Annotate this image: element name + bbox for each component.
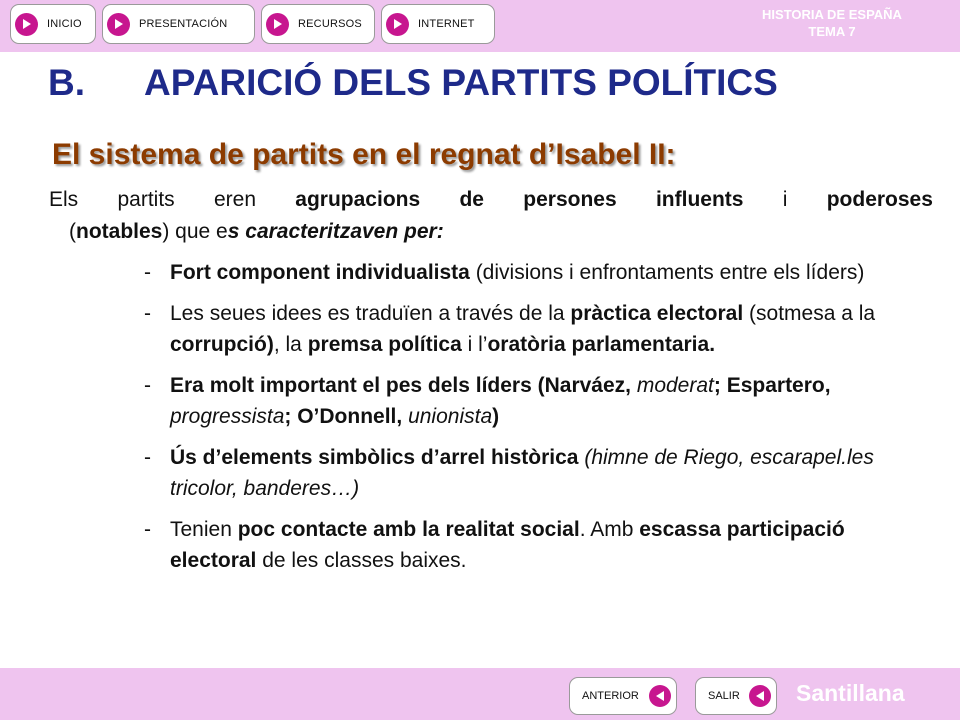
list-item bbox=[144, 370, 934, 432]
play-icon bbox=[107, 13, 130, 36]
nav-inicio-button[interactable] bbox=[10, 4, 96, 44]
course-unit: TEMA 7 bbox=[808, 24, 856, 39]
back-arrow-icon bbox=[649, 685, 671, 707]
bullet-text: Les seues idees es traduïen a través de la bbox=[170, 302, 571, 325]
page-title bbox=[48, 62, 778, 104]
bullet-dash: - bbox=[144, 302, 151, 325]
play-icon bbox=[15, 13, 38, 36]
nav-recursos-button[interactable] bbox=[261, 4, 375, 44]
bullet-emphasis: ) bbox=[492, 405, 500, 428]
course-brand bbox=[762, 6, 902, 40]
play-icon bbox=[386, 13, 409, 36]
play-icon bbox=[266, 13, 289, 36]
bullet-emphasis: poc contacte amb la realitat social bbox=[237, 518, 580, 541]
section-title: APARICIÓ DELS PARTITS POLÍTICS bbox=[144, 62, 778, 103]
intro-paragraph bbox=[49, 184, 933, 248]
bullet-text: Tenien bbox=[170, 518, 238, 541]
bullet-dash: - bbox=[144, 518, 151, 541]
intro-word: poderoses bbox=[826, 188, 933, 211]
bullet-dash: - bbox=[144, 446, 151, 469]
bullet-emphasis: ; Espartero, bbox=[713, 374, 831, 397]
list-item bbox=[144, 442, 934, 504]
intro-emphasis: s caracteritzaven per: bbox=[227, 220, 444, 243]
bullet-dash: - bbox=[144, 261, 151, 284]
bullet-list bbox=[144, 257, 934, 586]
bullet-text: i l’ bbox=[461, 333, 488, 356]
previous-label: ANTERIOR bbox=[582, 690, 639, 702]
bullet-italic: moderat bbox=[636, 374, 714, 397]
nav-internet-label: INTERNET bbox=[418, 18, 475, 30]
intro-word: Els bbox=[49, 188, 79, 211]
section-subtitle: El sistema de partits en el regnat d’Isabel II: bbox=[52, 138, 676, 171]
publisher-logo: Santillana bbox=[796, 680, 905, 706]
list-item bbox=[144, 514, 934, 576]
bullet-emphasis: corrupció) bbox=[170, 333, 274, 356]
nav-presentacion-label: PRESENTACIÓN bbox=[139, 18, 228, 30]
nav-recursos-label: RECURSOS bbox=[298, 18, 362, 30]
intro-word: de bbox=[459, 188, 484, 211]
bullet-emphasis: Fort component individualista bbox=[170, 261, 470, 284]
intro-text: ( bbox=[69, 220, 76, 243]
bullet-text: (sotmesa a la bbox=[743, 302, 876, 325]
bullet-emphasis: premsa política bbox=[307, 333, 462, 356]
bullet-emphasis: Ús d’elements simbòlics d’arrel històrica bbox=[170, 446, 579, 469]
exit-button[interactable] bbox=[695, 677, 777, 715]
bullet-emphasis: pràctica electoral bbox=[570, 302, 744, 325]
bullet-emphasis: escassa participació electoral bbox=[170, 518, 845, 572]
bullet-italic: (himne de Riego, escarapel.les tricolor, banderes…) bbox=[170, 446, 874, 500]
nav-internet-button[interactable] bbox=[381, 4, 495, 44]
bullet-text: (divisions i enfrontaments entre els líders) bbox=[469, 261, 865, 284]
bullet-italic: unionista bbox=[408, 405, 493, 428]
intro-word: influents bbox=[655, 188, 744, 211]
intro-word: partits bbox=[117, 188, 175, 211]
exit-label: SALIR bbox=[708, 690, 740, 702]
nav-inicio-label: INICIO bbox=[47, 18, 82, 30]
course-title: HISTORIA DE ESPAÑA bbox=[762, 7, 902, 22]
previous-button[interactable] bbox=[569, 677, 677, 715]
bullet-dash: - bbox=[144, 374, 151, 397]
intro-word: persones bbox=[523, 188, 617, 211]
intro-word: eren bbox=[213, 188, 256, 211]
bullet-emphasis: oratòria parlamentaria. bbox=[487, 333, 716, 356]
intro-word: i bbox=[782, 188, 788, 211]
intro-emphasis: notables bbox=[76, 220, 163, 243]
bullet-emphasis: ; O’Donnell, bbox=[284, 405, 409, 428]
bullet-emphasis: Era molt important el pes dels líders (Narváez, bbox=[170, 374, 637, 397]
bullet-text: de les classes baixes. bbox=[256, 549, 467, 572]
bullet-italic: progressista bbox=[170, 405, 285, 428]
bullet-text: , la bbox=[273, 333, 308, 356]
intro-text: ) que e bbox=[162, 220, 228, 243]
intro-word: agrupacions bbox=[295, 188, 421, 211]
bullet-text: . Amb bbox=[579, 518, 640, 541]
section-letter: B. bbox=[48, 62, 85, 103]
list-item bbox=[144, 298, 934, 360]
nav-presentacion-button[interactable] bbox=[102, 4, 255, 44]
back-arrow-icon bbox=[749, 685, 771, 707]
list-item bbox=[144, 257, 934, 288]
